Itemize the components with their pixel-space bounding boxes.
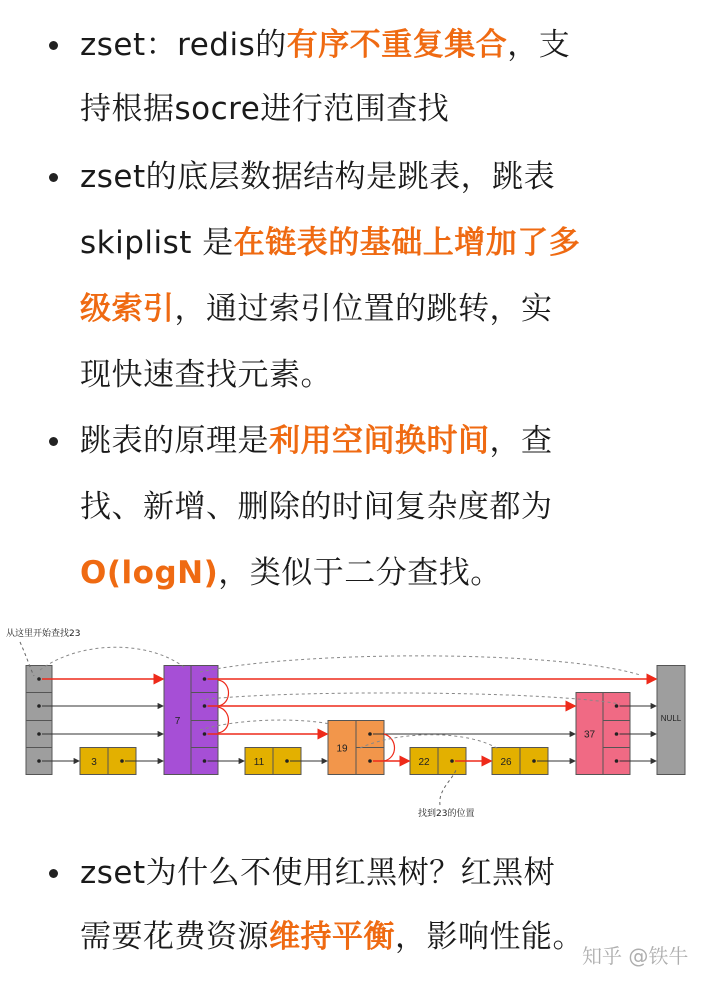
pointer-dot bbox=[285, 759, 289, 763]
pointer-dot bbox=[203, 704, 207, 708]
pointer-dot bbox=[120, 759, 124, 763]
bullet-dot bbox=[49, 41, 58, 50]
node-value: 3 bbox=[91, 757, 97, 768]
pointer-dot bbox=[368, 759, 372, 763]
watermark: 知乎 @铁牛 bbox=[582, 944, 689, 968]
pointer-dot bbox=[368, 732, 372, 736]
text-segment: zset： bbox=[80, 27, 178, 63]
pointer-dot bbox=[37, 704, 41, 708]
pointer-dot bbox=[37, 732, 41, 736]
pointer-dot bbox=[37, 677, 41, 681]
highlight-text: 在链表的基础上增加了多 bbox=[233, 225, 581, 261]
pointer-dot bbox=[615, 759, 619, 763]
trace-line bbox=[200, 656, 640, 675]
text-segment: 现快速查找元素。 bbox=[80, 357, 332, 393]
pointer-dot bbox=[203, 677, 207, 681]
bullet-dot bbox=[49, 173, 58, 182]
text-segment: 持根据socre进行范围查找 bbox=[80, 91, 450, 127]
node-value: 26 bbox=[500, 757, 512, 768]
text-line bbox=[80, 92, 449, 126]
text-line bbox=[80, 490, 553, 524]
text-segment: skiplist 是 bbox=[80, 225, 234, 261]
text-segment: ，影响性能。 bbox=[395, 919, 584, 955]
pointer-dot bbox=[532, 759, 536, 763]
text-segment: 跳表的原理是 bbox=[80, 423, 269, 459]
descend-arrow bbox=[384, 734, 395, 761]
descend-arrow bbox=[218, 680, 229, 706]
highlight-text: 有序不重复集合 bbox=[286, 27, 508, 63]
node-value: 37 bbox=[583, 729, 596, 741]
node-value: 11 bbox=[253, 757, 265, 768]
descend-arrow bbox=[218, 707, 229, 733]
bullet-dot bbox=[49, 437, 58, 446]
pointer-dot bbox=[203, 759, 207, 763]
text-line bbox=[80, 856, 555, 890]
highlight-text: 级索引 bbox=[80, 291, 175, 327]
text-segment: zset的底层数据结构是跳表，跳表 bbox=[80, 159, 556, 195]
text-line bbox=[80, 292, 553, 326]
highlight-text: O(logN) bbox=[80, 555, 219, 591]
pointer-dot bbox=[203, 732, 207, 736]
text-line bbox=[80, 556, 502, 590]
bullet-dot bbox=[49, 869, 58, 878]
highlight-text: 利用空间换时间 bbox=[269, 423, 490, 459]
start-label: 从这里开始查找23 bbox=[6, 629, 81, 639]
trace-line bbox=[440, 770, 456, 805]
text-segment: redis的 bbox=[177, 27, 287, 63]
highlight-text: 维持平衡 bbox=[269, 919, 395, 955]
text-line bbox=[80, 358, 332, 392]
text-line bbox=[80, 28, 570, 62]
text-segment: 找、新增、删除的时间复杂度都为 bbox=[80, 489, 553, 525]
skiplist-diagram bbox=[0, 620, 714, 830]
text-line bbox=[80, 226, 580, 260]
pointer-dot bbox=[450, 759, 454, 763]
pointer-dot bbox=[615, 704, 619, 708]
found-label: 找到23的位置 bbox=[418, 809, 475, 819]
text-segment: ，通过索引位置的跳转，实 bbox=[174, 291, 553, 327]
node-value: 19 bbox=[336, 743, 348, 755]
text-segment: ，类似于二分查找。 bbox=[218, 555, 502, 591]
text-segment: zset为什么不使用红黑树？红黑树 bbox=[80, 855, 556, 891]
node-value: 7 bbox=[174, 716, 181, 727]
pointer-dot bbox=[615, 732, 619, 736]
trace-line bbox=[40, 647, 185, 670]
text-segment: ，支 bbox=[507, 27, 571, 63]
null-label: NULL bbox=[660, 714, 682, 723]
text-line bbox=[80, 920, 584, 954]
trace-line bbox=[200, 693, 620, 704]
text-segment: 需要花费资源 bbox=[80, 919, 269, 955]
text-line bbox=[80, 424, 553, 458]
pointer-dot bbox=[37, 759, 41, 763]
node-value: 22 bbox=[418, 757, 430, 768]
text-segment: ，查 bbox=[489, 423, 553, 459]
trace-line bbox=[200, 720, 330, 730]
text-line bbox=[80, 160, 555, 194]
